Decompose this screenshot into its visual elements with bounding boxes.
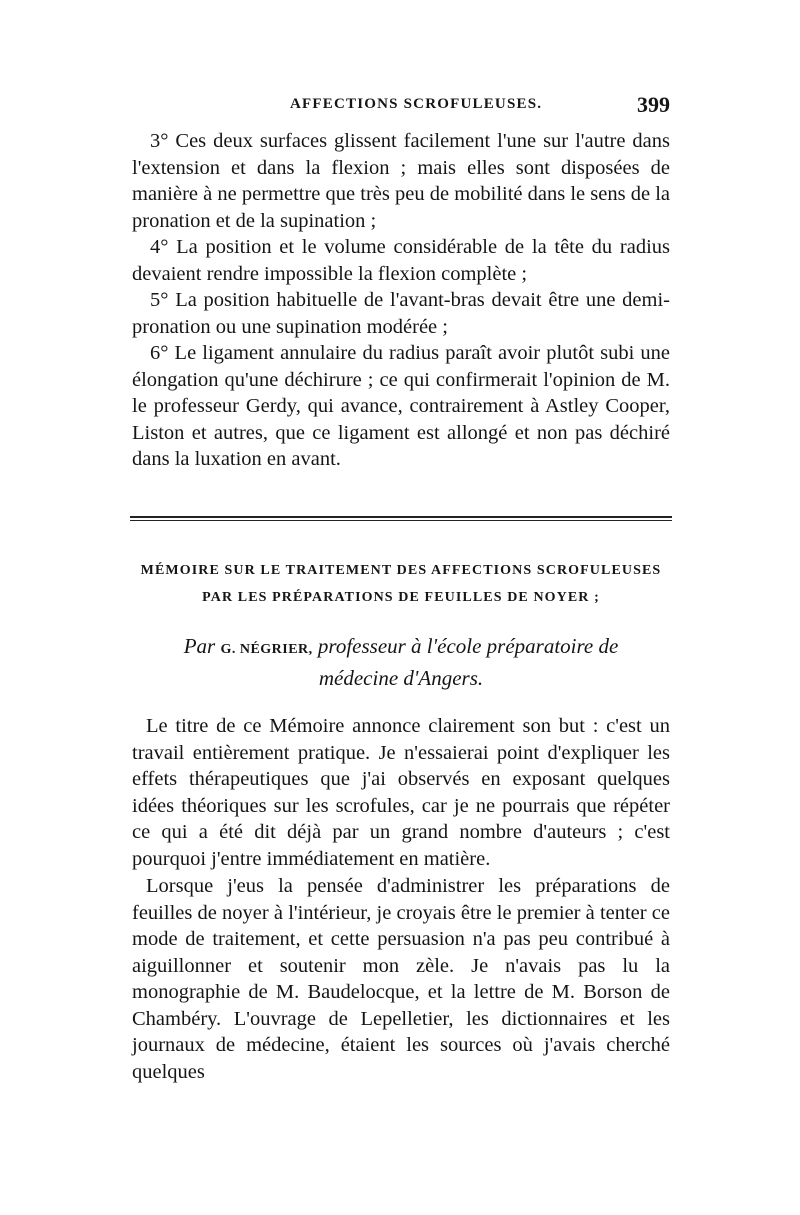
paragraph-item-4: 4° La position et le volume considérable de la tête du radius devaient rendre impossible la flexion complète ; [132, 236, 670, 285]
byline-affiliation: professeur à l'école préparatoire de [317, 634, 619, 658]
section-divider [130, 516, 672, 522]
running-title: AFFECTIONS SCROFULEUSES. [290, 96, 543, 112]
author-name: G. NÉGRIER, [220, 642, 313, 657]
memoir-title [128, 557, 674, 611]
byline-line-2: médecine d'Angers. [318, 666, 484, 690]
byline [128, 632, 674, 692]
byline-prefix: Par [183, 634, 216, 658]
byline-line-1 [128, 632, 674, 664]
paragraph-item-6: 6° Le ligament annulaire du radius paraît avoir plutôt subi une élongation qu'une déchirure ; ce qui confirmerait l'opinion de M. le professeur Gerdy, qui avance, contrairement à Astley Cooper, Liston et autres, que ce ligament est allongé et non pas déchiré dans la luxation en avant. [132, 342, 670, 470]
running-head [132, 92, 670, 122]
divider-line-thick [130, 516, 672, 518]
memoir-title-line-2: PAR LES PRÉPARATIONS DE FEUILLES DE NOYER ; [202, 590, 600, 605]
divider-line-thin [130, 520, 672, 521]
memoir-title-line-1: MÉMOIRE SUR LE TRAITEMENT DES AFFECTIONS SCROFULEUSES [140, 563, 662, 578]
paragraph-item-5: 5° La position habituelle de l'avant-bras devait être une demi-pronation ou une supination modérée ; [132, 289, 670, 338]
paragraph-item-3: 3° Ces deux surfaces glissent facilement l'une sur l'autre dans l'extension et dans la flexion ; mais elles sont disposées de manière à ne permettre que très peu de mobilité dans le sens de la pronation et de la supination ; [132, 130, 670, 232]
body-paragraph-1: Le titre de ce Mémoire annonce clairement son but : c'est un travail entièrement pratique. Je n'essaierai point d'expliquer les effets thérapeutiques que j'ai observés en exposant quelques idées théoriques sur les scrofules, car je ne pourrais que répéter ce qui a été dit déjà par un grand nombre d'auteurs ; c'est pourquoi j'entre immédiatement en matière. [132, 715, 670, 870]
page-number: 399 [637, 92, 670, 117]
body-paragraph-2: Lorsque j'eus la pensée d'administrer les préparations de feuilles de noyer à l'intérieur, je croyais être le premier à tenter ce mode de traitement, et cette persuasion n'a pas peu contribué à aiguillonner et soutenir mon zèle. Je n'avais pas lu la monographie de M. Baudelocque, et la lettre de M. Borson de Chambéry. L'ouvrage de Lepelletier, les dictionnaires et les journaux de médecine, étaient les sources où j'avais cherché quelques [132, 875, 670, 1083]
